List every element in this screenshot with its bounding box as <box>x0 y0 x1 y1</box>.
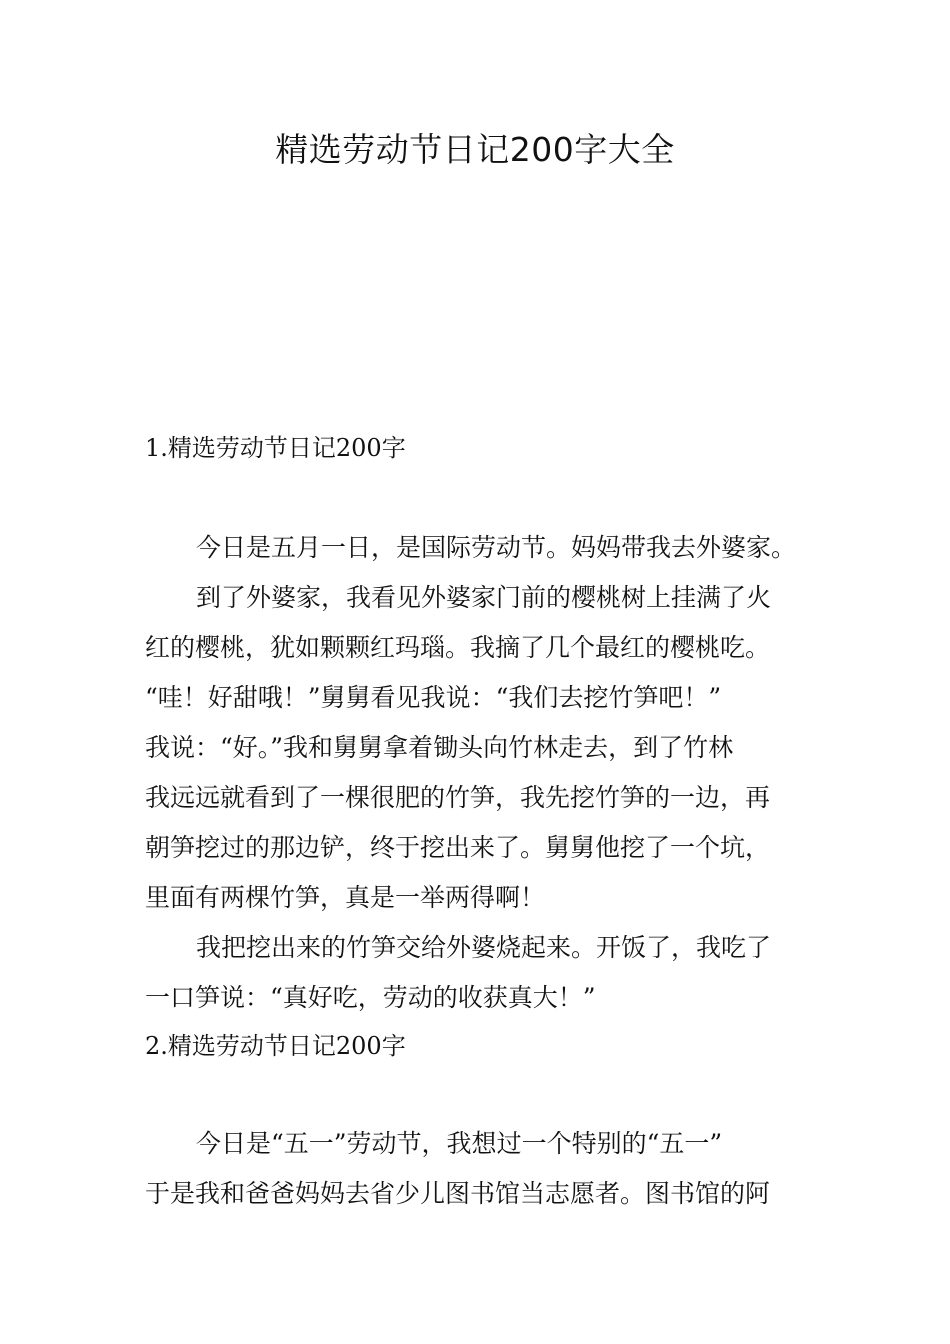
section-1-line: 到了外婆家，我看见外婆家门前的樱桃树上挂满了火 <box>196 583 772 612</box>
section-1-line: 我远远就看到了一棵很肥的竹笋，我先挖竹笋的一边，再 <box>145 783 771 812</box>
section-2-line: 今日是“五一”劳动节，我想过一个特别的“五一” <box>196 1129 723 1158</box>
document-title: 精选劳动节日记200字大全 <box>275 130 675 169</box>
section-1-line: 我把挖出来的竹笋交给外婆烧起来。开饭了，我吃了 <box>196 933 772 962</box>
section-2-line: 于是我和爸爸妈妈去省少儿图书馆当志愿者。图书馆的阿 <box>145 1179 771 1208</box>
section-1-heading: 1.精选劳动节日记200字 <box>145 434 406 462</box>
section-1-line: 我说：“好。”我和舅舅拿着锄头向竹林走去，到了竹林 <box>145 733 734 762</box>
section-1-line: 里面有两棵竹笋，真是一举两得啊！ <box>145 883 546 912</box>
section-1-line: 今日是五月一日，是国际劳动节。妈妈带我去外婆家。 <box>196 533 797 562</box>
section-1-line: 朝笋挖过的那边铲，终于挖出来了。舅舅他挖了一个坑， <box>145 833 771 862</box>
section-1-line: “哇！好甜哦！”舅舅看见我说：“我们去挖竹笋吧！” <box>145 683 722 712</box>
section-1-line: 红的樱桃，犹如颗颗红玛瑙。我摘了几个最红的樱桃吃。 <box>145 633 771 662</box>
section-2-heading: 2.精选劳动节日记200字 <box>145 1032 406 1060</box>
section-1-line: 一口笋说：“真好吃，劳动的收获真大！” <box>145 983 596 1012</box>
